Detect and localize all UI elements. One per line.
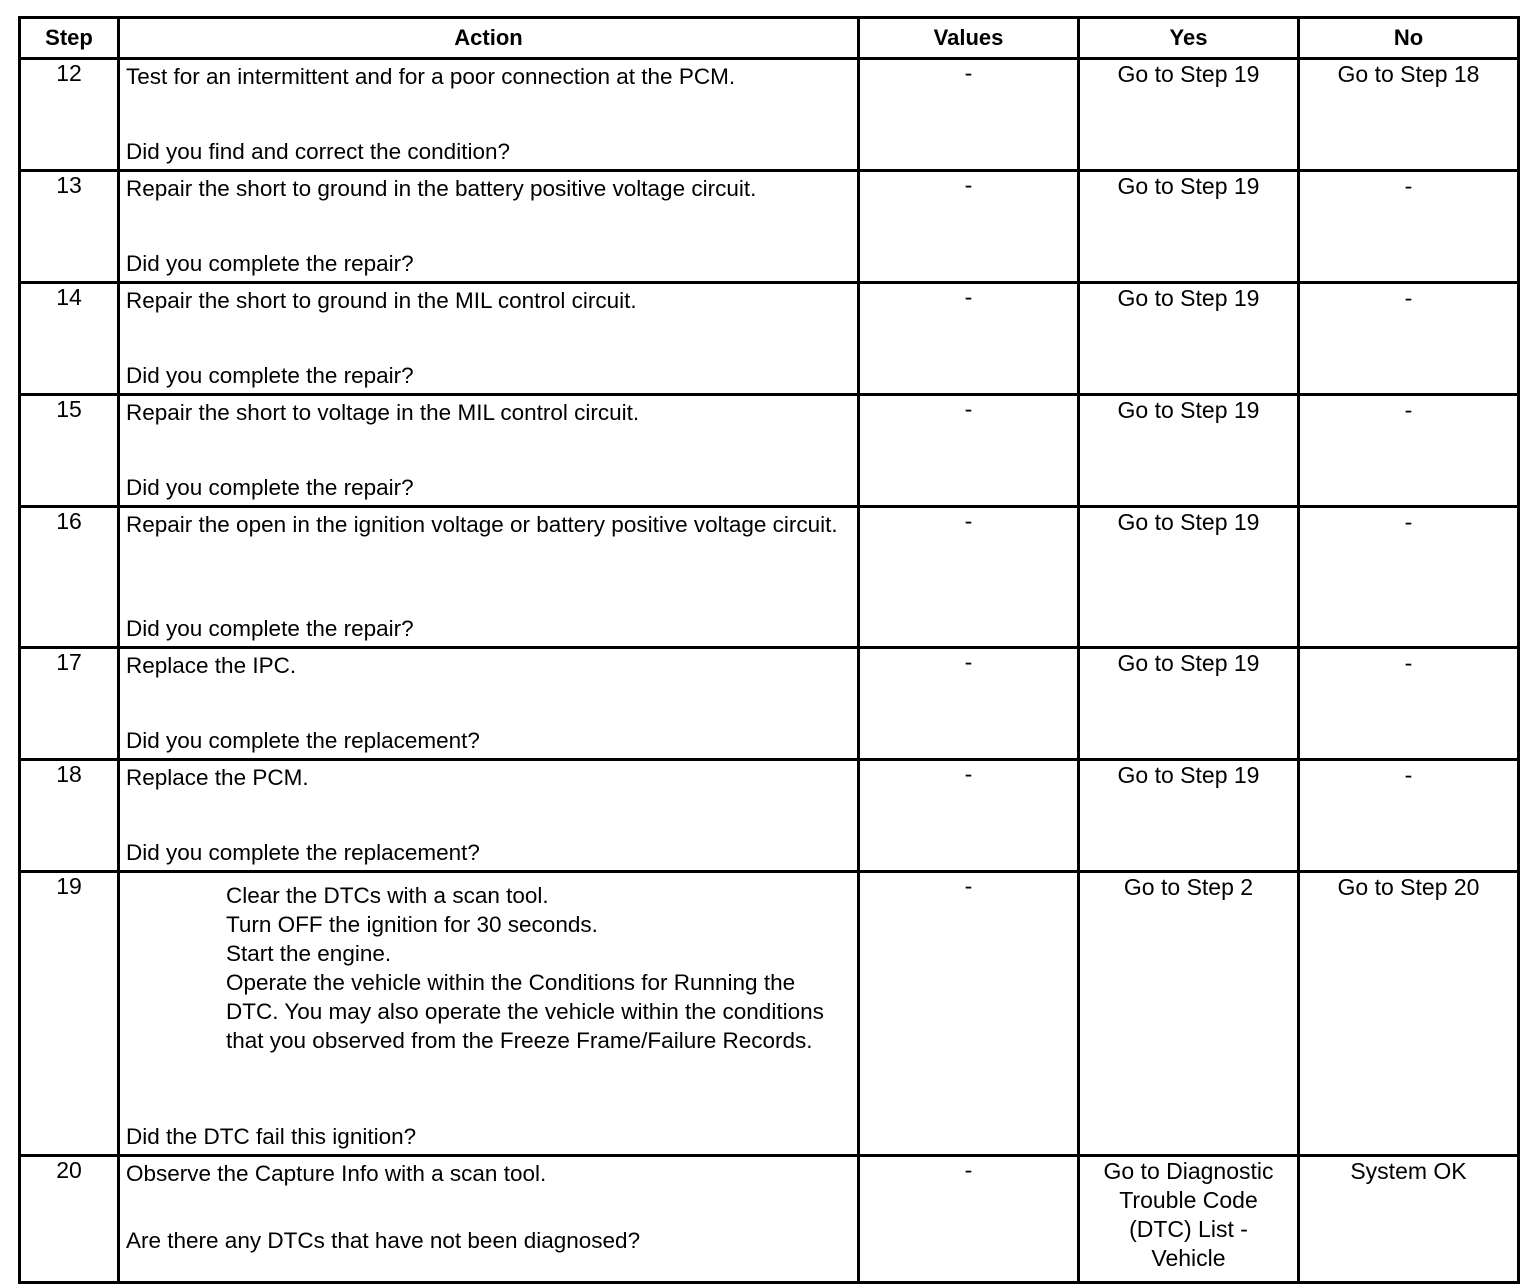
header-yes: Yes bbox=[1079, 18, 1299, 59]
yes-cell: Go to Step 19 bbox=[1079, 171, 1299, 283]
action-cell bbox=[119, 760, 859, 872]
values-cell: - bbox=[859, 1156, 1079, 1283]
values-cell: - bbox=[859, 171, 1079, 283]
step-number: 16 bbox=[20, 507, 119, 648]
table-row-step-18 bbox=[20, 760, 1519, 872]
yes-cell: Go to Step 19 bbox=[1079, 283, 1299, 395]
step-number: 12 bbox=[20, 59, 119, 171]
action-text: Repair the short to ground in the battery positive voltage circuit. bbox=[126, 176, 757, 201]
action-text: Observe the Capture Info with a scan tool. bbox=[126, 1161, 547, 1186]
action-cell bbox=[119, 872, 859, 1156]
action-question: Did you complete the repair? bbox=[126, 251, 414, 276]
action-question: Did the DTC fail this ignition? bbox=[126, 1124, 417, 1149]
action-question: Did you complete the replacement? bbox=[126, 728, 480, 753]
step-number: 20 bbox=[20, 1156, 119, 1283]
header-no: No bbox=[1299, 18, 1519, 59]
action-text: Repair the open in the ignition voltage or battery positive voltage circuit. bbox=[126, 512, 838, 537]
action-question: Did you complete the repair? bbox=[126, 475, 414, 500]
yes-cell: Go to Step 19 bbox=[1079, 507, 1299, 648]
action-question: Did you complete the repair? bbox=[126, 616, 414, 641]
values-cell: - bbox=[859, 395, 1079, 507]
action-cell bbox=[119, 171, 859, 283]
table-row-step-14 bbox=[20, 283, 1519, 395]
values-cell: - bbox=[859, 872, 1079, 1156]
values-cell: - bbox=[859, 648, 1079, 760]
action-question: Are there any DTCs that have not been diagnosed? bbox=[126, 1228, 641, 1253]
step-number: 17 bbox=[20, 648, 119, 760]
step-number: 19 bbox=[20, 872, 119, 1156]
no-cell: - bbox=[1299, 283, 1519, 395]
action-cell bbox=[119, 648, 859, 760]
step-number: 13 bbox=[20, 171, 119, 283]
values-cell: - bbox=[859, 59, 1079, 171]
table-row-step-17 bbox=[20, 648, 1519, 760]
values-cell: - bbox=[859, 283, 1079, 395]
step-number: 15 bbox=[20, 395, 119, 507]
action-question: Did you complete the replacement? bbox=[126, 840, 480, 865]
sub-step-item: Operate the vehicle within the Conditions for Running the DTC. You may also operate the vehicle within the conditions that you observed from the Freeze Frame/Failure Records. bbox=[226, 970, 824, 1053]
sub-step-item: Clear the DTCs with a scan tool. bbox=[226, 883, 549, 908]
table-row-step-19 bbox=[20, 872, 1519, 1156]
values-cell: - bbox=[859, 760, 1079, 872]
no-cell: - bbox=[1299, 171, 1519, 283]
table-row-step-15 bbox=[20, 395, 1519, 507]
table-row-step-16 bbox=[20, 507, 1519, 648]
table-row-step-13 bbox=[20, 171, 1519, 283]
step-number: 14 bbox=[20, 283, 119, 395]
yes-cell: Go to Diagnostic Trouble Code (DTC) List - Vehicle bbox=[1079, 1156, 1299, 1283]
header-row bbox=[20, 18, 1519, 59]
action-cell bbox=[119, 283, 859, 395]
action-question: Did you complete the repair? bbox=[126, 363, 414, 388]
yes-cell: Go to Step 19 bbox=[1079, 395, 1299, 507]
yes-cell: Go to Step 19 bbox=[1079, 760, 1299, 872]
step-number: 18 bbox=[20, 760, 119, 872]
yes-cell: Go to Step 2 bbox=[1079, 872, 1299, 1156]
sub-step-item: Turn OFF the ignition for 30 seconds. bbox=[226, 912, 598, 937]
yes-cell: Go to Step 19 bbox=[1079, 59, 1299, 171]
no-cell: System OK bbox=[1299, 1156, 1519, 1283]
no-cell: - bbox=[1299, 760, 1519, 872]
header-action: Action bbox=[119, 18, 859, 59]
action-cell bbox=[119, 59, 859, 171]
table-row-step-20 bbox=[20, 1156, 1519, 1283]
values-cell: - bbox=[859, 507, 1079, 648]
sub-step-list bbox=[126, 875, 851, 1055]
action-cell bbox=[119, 395, 859, 507]
action-text: Replace the IPC. bbox=[126, 653, 297, 678]
no-cell: Go to Step 20 bbox=[1299, 872, 1519, 1156]
action-cell bbox=[119, 1156, 859, 1283]
header-step: Step bbox=[20, 18, 119, 59]
table-row-step-12 bbox=[20, 59, 1519, 171]
yes-cell: Go to Step 19 bbox=[1079, 648, 1299, 760]
no-cell: - bbox=[1299, 648, 1519, 760]
sub-step-item: Start the engine. bbox=[226, 941, 392, 966]
no-cell: - bbox=[1299, 395, 1519, 507]
no-cell: Go to Step 18 bbox=[1299, 59, 1519, 171]
action-text: Repair the short to voltage in the MIL control circuit. bbox=[126, 400, 640, 425]
diagnostic-table bbox=[18, 16, 1520, 1284]
action-text: Replace the PCM. bbox=[126, 765, 309, 790]
action-cell bbox=[119, 507, 859, 648]
action-question: Did you find and correct the condition? bbox=[126, 139, 510, 164]
action-text: Test for an intermittent and for a poor connection at the PCM. bbox=[126, 64, 736, 89]
action-text: Repair the short to ground in the MIL control circuit. bbox=[126, 288, 637, 313]
no-cell: - bbox=[1299, 507, 1519, 648]
header-values: Values bbox=[859, 18, 1079, 59]
